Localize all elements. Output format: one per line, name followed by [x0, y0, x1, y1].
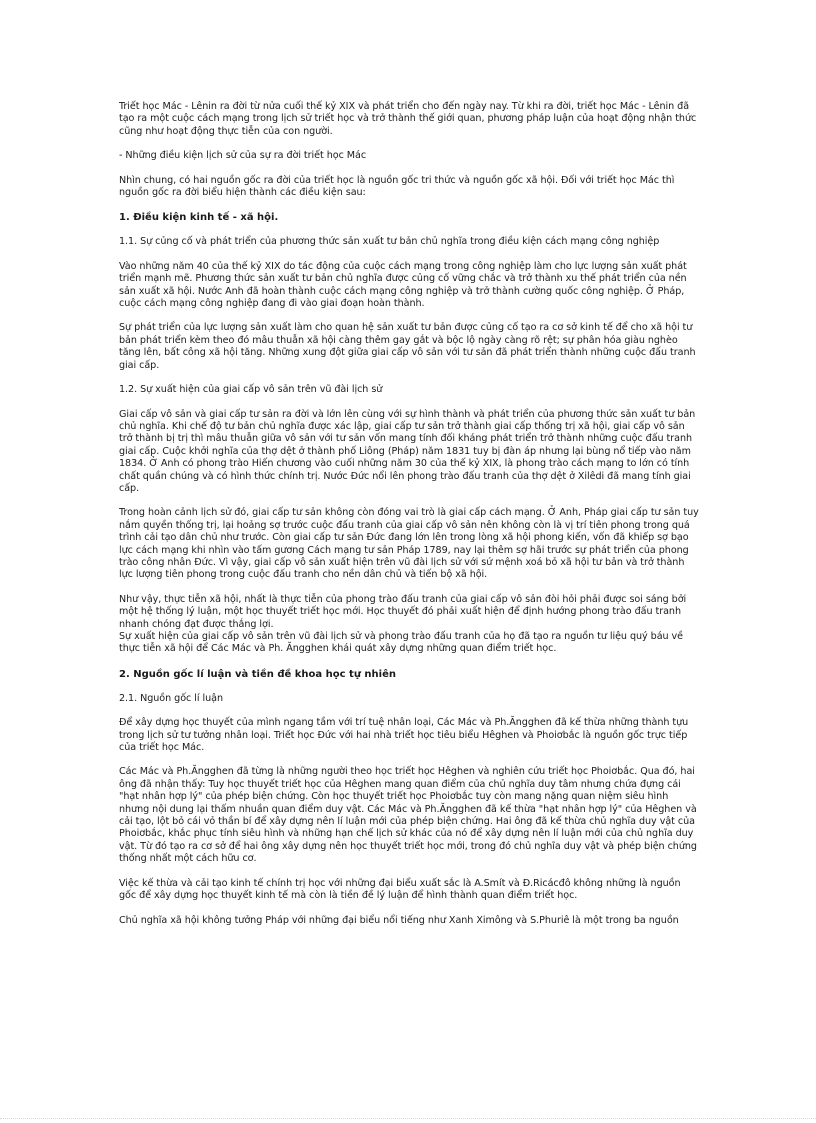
paragraph-political-economy: Việc kế thừa và cải tạo kinh tế chính trị học với những đại biểu xuất sắc là A.Smít và Đ.Ricácđô không những là nguồn gốc để xây dựng học thuyết kinh tế mà còn là tiền đề lý luận để hình thành quan điểm triết học. [119, 877, 681, 902]
paragraph-social-practice: Như vậy, thực tiễn xã hội, nhất là thực tiễn của phong trào đấu tranh của giai cấp vô sản đòi hỏi phải được soi sáng bởi một hệ thống lý luận, một học thuyết triết học mới. Học thuyết đó phải xuất hiện để định hướng phong trào đấu tranh nhanh chóng đạt được thắng lợi. [119, 593, 687, 630]
origins-paragraph: Nhìn chung, có hai nguồn gốc ra đời của triết học là nguồn gốc tri thức và nguồn gốc xã hội. Đối với triết học Mác thì nguồn gốc ra đời biểu hiện thành các điều kiện sau: [119, 174, 675, 199]
subsection-heading-2-1: 2.1. Nguồn gốc lí luận [119, 692, 223, 704]
paragraph-industrial-revolution: Vào những năm 40 của thế kỷ XIX do tác động của cuộc cách mạng trong công nghiệp làm cho lực lượng sản xuất phát triển mạnh mẽ. Phương thức sản xuất tư bản chủ nghĩa được củng cố vững chắc và trở thành xu thế phát triển của nền sản xuất xã hội. Nước Anh đã hoàn thành cuộc cách mạng công nghiệp và trở thành cường quốc công nghiệp. Ở Pháp, cuộc cách mạng công nghiệp đang đi vào giai đoạn hoàn thành. [119, 260, 687, 310]
paragraph-hegel-feuerbach: Các Mác và Ph.Ăngghen đã từng là những người theo học triết học Hêghen và nghiên cứu triết học Phoiơbắc. Qua đó, hai ông đã nhận thấy: Tuy học thuyết triết học của Hêghen mang quan điểm của chủ nghĩa duy tâm nhưng chứa đựng cái "hạt nhân hợp lý" của phép biện chứng. Còn học thuyết triết học Phoiơbắc tuy còn mang nặng quan niệm siêu hình nhưng nội dung lại thấm nhuần quan điểm duy vật. Các Mác và Ph.Ăngghen đã kế thừa "hạt nhân hợp lý" của Hêghen và cải tạo, lột bỏ cái vỏ thần bí để xây dựng nên lí luận mới của phép biện chứng. Hai ông đã kế thừa chủ nghĩa duy vật của Phoiơbắc, khắc phục tính siêu hình và những hạn chế lịch sử khác của nó để xây dựng nên lí luận mới của chủ nghĩa duy vật. Từ đó tạo ra cơ sở để hai ông xây dựng nên học thuyết triết học mới, trong đó chủ nghĩa duy vật và phép biện chứng thống nhất một cách hữu cơ. [119, 766, 697, 865]
subsection-heading-1-1: 1.1. Sự củng cố và phát triển của phương thức sản xuất tư bản chủ nghĩa trong điều kiện cách mạng công nghiệp [119, 236, 660, 248]
paragraph-utopian-socialism: Chủ nghĩa xã hội không tưởng Pháp với những đại biểu nổi tiếng như Xanh Ximông và S.Phuriê là một trong ba nguồn [119, 914, 679, 926]
intro-paragraph: Triết học Mác - Lênin ra đời từ nửa cuối thế kỷ XIX và phát triển cho đến ngày nay. Từ khi ra đời, triết học Mác - Lênin đã tạo ra một cuộc cách mạng trong lịch sử triết học và trở thành thế giới quan, phương pháp luận của hoạt động nhận thức cũng như hoạt động thực tiễn của con người. [119, 101, 697, 137]
paragraph-theoretical-origin: Để xây dựng học thuyết của mình ngang tầm với trí tuệ nhân loại, Các Mác và Ph.Ăngghen đã kế thừa những thành tựu trong lịch sử tư tưởng nhân loại. Triết học Đức với hai nhà triết học tiêu biểu Hêghen và Phoiơbắc là nguồn gốc trực tiếp của triết học Mác. [119, 717, 689, 754]
document-body [119, 101, 699, 927]
page-bottom-border [0, 1118, 816, 1119]
paragraph-productive-forces: Sự phát triển của lực lượng sản xuất làm cho quan hệ sản xuất tư bản được củng cố tạo ra cơ sở kinh tế để cho xã hội tư bản phát triển kèm theo đó mâu thuẫn xã hội càng thêm gay gắt và bộc lộ ngày càng rõ rệt; sự phân hóa giàu nghèo tăng lên, bất công xã hội tăng. Những xung đột giữa giai cấp vô sản với tư sản đã phát triển thành những cuộc đấu tranh giai cấp. [119, 322, 696, 371]
paragraph-bourgeoisie: Trong hoàn cảnh lịch sử đó, giai cấp tư sản không còn đóng vai trò là giai cấp cách mạng. Ở Anh, Pháp giai cấp tư sản tuy nắm quyền thống trị, lại hoảng sợ trước cuộc đấu tranh của giai cấp vô sản nên không còn là vị trí tiên phong trong quá trình cải tạo dân chủ như trước. Còn giai cấp tư sản Đức đang lớn lên trong lòng xã hội phong kiến, vốn đã khiếp sợ bạo lực cách mạng khi nhìn vào tấm gương Cách mạng tư sản Pháp 1789, nay lại thêm sợ hãi trước sự phát triển của phong trào công nhân Đức. Vì vậy, giai cấp vô sản xuất hiện trên vũ đài lịch sử với sứ mệnh xoá bỏ xã hội tư bản và trở thành lực lượng tiên phong trong cuộc đấu tranh cho nền dân chủ và tiến bộ xã hội. [119, 507, 699, 581]
paragraph-emergence: Sự xuất hiện của giai cấp vô sản trên vũ đài lịch sử và phong trào đấu tranh của họ đã tạo ra nguồn tư liệu quý báu về thực tiễn xã hội để Các Mác và Ph. Ăngghen khái quát xây dựng những quan điểm triết học. [119, 631, 684, 655]
subsection-heading-1-2: 1.2. Sự xuất hiện của giai cấp vô sản trên vũ đài lịch sử [119, 384, 383, 396]
paragraph-proletariat: Giai cấp vô sản và giai cấp tư sản ra đời và lớn lên cùng với sự hình thành và phát triển của phương thức sản xuất tư bản chủ nghĩa. Khi chế độ tư bản chủ nghĩa được xác lập, giai cấp tư sản trở thành giai cấp thống trị xã hội, giai cấp vô sản trở thành bị trị thì mâu thuẫn giữa vô sản với tư sản vốn mang tính đối kháng phát triển trở thành những cuộc đấu tranh giai cấp. Cuộc khởi nghĩa của thợ dệt ở thành phố Liông (Pháp) năm 1831 tuy bị đàn áp nhưng lại bùng nổ tiếp vào năm 1834. Ở Anh có phong trào Hiến chương vào cuối những năm 30 của thế kỷ XIX, là phong trào cách mạng to lớn có tính chất quần chúng và có hình thức chính trị. Nước Đức nổi lên phong trào đấu tranh của thợ dệt ở Xilêdi đã mang tính giai cấp. [119, 408, 696, 494]
section-heading-1: 1. Điều kiện kinh tế - xã hội. [119, 212, 279, 224]
section-heading-2: 2. Nguồn gốc lí luận và tiền đề khoa học tự nhiên [119, 668, 397, 680]
conditions-lead: - Những điều kiện lịch sử của sự ra đời triết học Mác [119, 150, 367, 162]
